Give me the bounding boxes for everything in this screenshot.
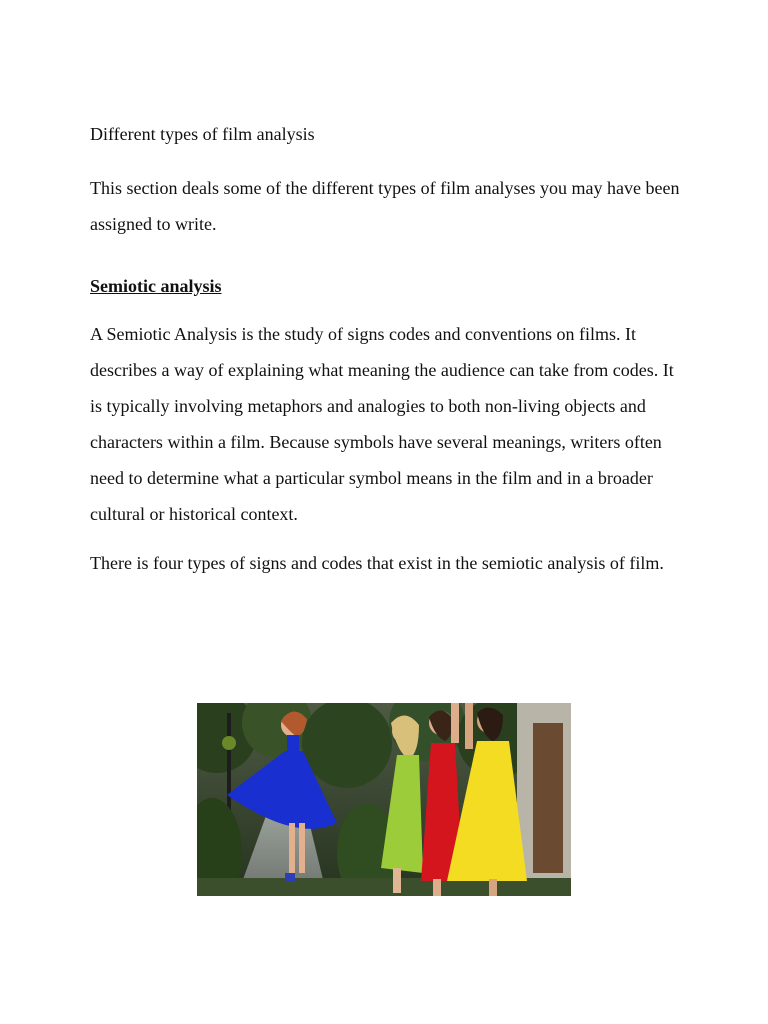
four-types-paragraph: There is four types of signs and codes that exist in the semiotic analysis of film.: [90, 553, 664, 573]
film-still-illustration: [197, 703, 571, 896]
section-heading-semiotic: Semiotic analysis: [90, 276, 222, 296]
film-still-image: [197, 703, 571, 896]
intro-paragraph: This section deals some of the different types of film analyses you may have been assigned to write.: [90, 178, 680, 234]
semiotic-paragraph: A Semiotic Analysis is the study of signs codes and conventions on films. It describes a way of explaining what meaning the audience can take from codes. It is typically involving metaphors and analogies to both non-living objects and characters within a film. Because symbols have several meanings, writers often need to determine what a particular symbol means in the film and in a broader cultural or historical context.: [90, 324, 674, 524]
document-title: Different types of film analysis: [90, 124, 315, 144]
